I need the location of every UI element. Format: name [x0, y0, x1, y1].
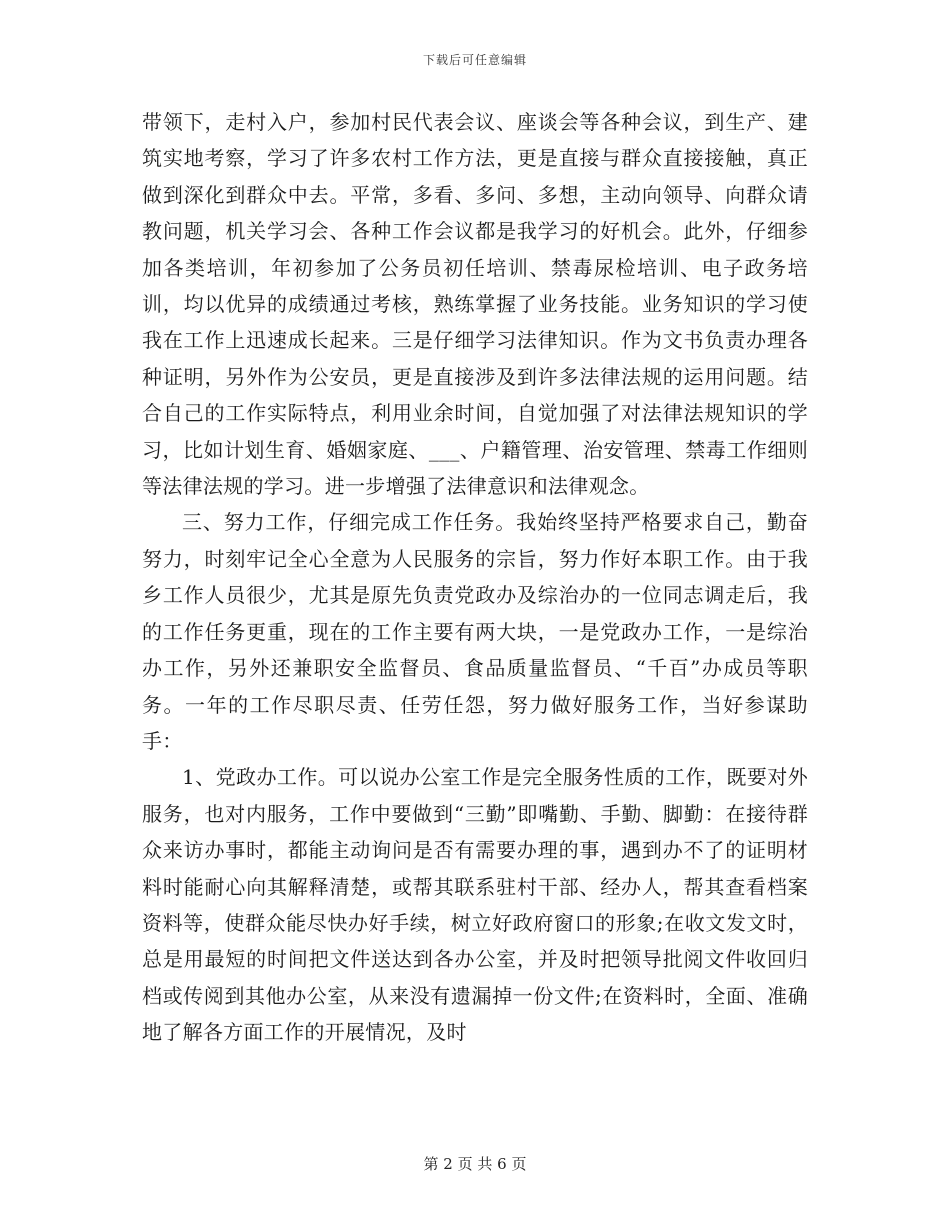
- paragraph-party-office-work: 1、党政办工作。可以说办公室工作是完全服务性质的工作，既要对外服务，也对内服务，工作中要做到“三勤”即嘴勤、手勤、脚勤：在接待群众来访办事时，都能主动询问是否有需要办理的事，遇到办不了的证明材料时能耐心向其解释清楚，或帮其联系驻村干部、经办人，帮其查看档案资料等，使群众能尽快办好手续，树立好政府窗口的形象;在收文发文时，总是用最短的时间把文件送达到各办公室，并及时把领导批阅文件收回归档或传阅到其他办公室，从来没有遗漏掉一份文件;在资料时，全面、准确地了解各方面工作的开展情况，及时: [142, 765, 808, 1045]
- paragraph-continuation: 带领下，走村入户，参加村民代表会议、座谈会等各种会议，到生产、建筑实地考察，学习了许多农村工作方法，更是直接与群众直接接触，真正做到深化到群众中去。平常，多看、多问、多想，主动向领导、向群众请教问题，机关学习会、各种工作会议都是我学习的好机会。此外，仔细参加各类培训，年初参加了公务员初任培训、禁毒尿检培训、电子政务培训，均以优异的成绩通过考核，熟练掌握了业务技能。业务知识的学习使我在工作上迅速成长起来。三是仔细学习法律知识。作为文书负责办理各种证明，另外作为公安员，更是直接涉及到许多法律法规的运用问题。结合自己的工作实际特点，利用业余时间，自觉加强了对法律法规知识的学习，比如计划生育、婚姻家庭、___、户籍管理、治安管理、禁毒工作细则等法律法规的学习。进一步增强了法律意识和法律观念。: [142, 110, 808, 499]
- page-header: 下载后可任意编辑: [422, 53, 527, 67]
- document-body: [142, 104, 808, 1051]
- page-number: 第 2 页 共 6 页: [423, 1155, 527, 1173]
- paragraph-section-three: 三、努力工作，仔细完成工作任务。我始终坚持严格要求自己，勤奋努力，时刻牢记全心全意为人民服务的宗旨，努力作好本职工作。由于我乡工作人员很少，尤其是原先负责党政办及综治办的一位同志调走后，我的工作任务更重，现在的工作主要有两大块，一是党政办工作，一是综治办工作，另外还兼职安全监督员、食品质量监督员、“千百”办成员等职务。一年的工作尽职尽责、任劳任怨，努力做好服务工作，当好参谋助手：: [142, 510, 808, 753]
